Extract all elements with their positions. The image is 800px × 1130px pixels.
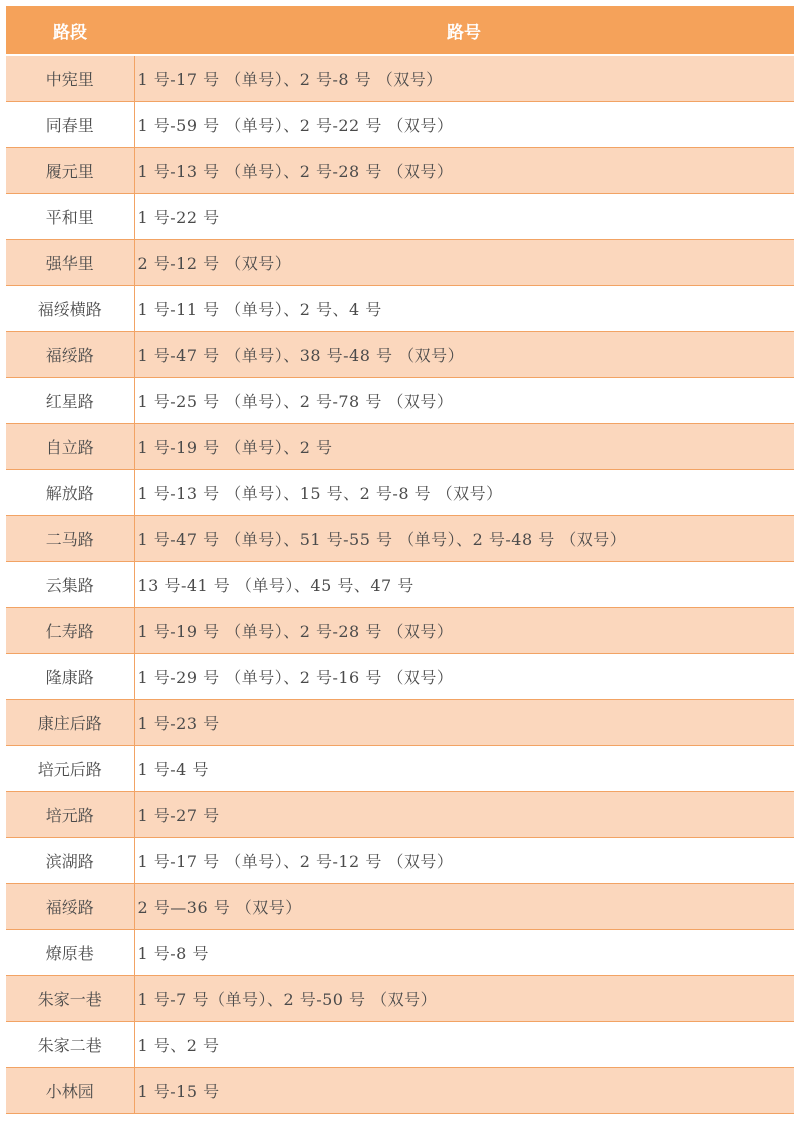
road-number-cell: 1 号-4 号 <box>134 746 794 792</box>
road-section-cell: 康庄后路 <box>6 700 134 746</box>
road-section-cell: 朱家一巷 <box>6 976 134 1022</box>
road-number-cell: 1 号-47 号 （单号）、38 号-48 号 （双号） <box>134 332 794 378</box>
table-row <box>6 55 794 102</box>
header-road-section: 路段 <box>6 6 134 55</box>
road-section-cell: 云集路 <box>6 562 134 608</box>
table-row <box>6 332 794 378</box>
road-section-cell: 培元后路 <box>6 746 134 792</box>
road-number-cell: 1 号-59 号 （单号）、2 号-22 号 （双号） <box>134 102 794 148</box>
road-number-cell: 1 号-47 号 （单号）、51 号-55 号 （单号）、2 号-48 号 （双号） <box>134 516 794 562</box>
table-row <box>6 608 794 654</box>
road-number-cell: 1 号-19 号 （单号）、2 号 <box>134 424 794 470</box>
road-section-cell: 朱家二巷 <box>6 1022 134 1068</box>
road-number-cell: 1 号、2 号 <box>134 1022 794 1068</box>
table-row <box>6 1068 794 1114</box>
table-row <box>6 700 794 746</box>
road-section-cell: 小林园 <box>6 1068 134 1114</box>
header-row <box>6 6 794 55</box>
road-number-table <box>6 6 794 1114</box>
road-section-cell: 福绥路 <box>6 884 134 930</box>
road-number-cell: 13 号-41 号 （单号）、45 号、47 号 <box>134 562 794 608</box>
road-section-cell: 燎原巷 <box>6 930 134 976</box>
road-section-cell: 中宪里 <box>6 55 134 102</box>
table-row <box>6 976 794 1022</box>
road-section-cell: 同春里 <box>6 102 134 148</box>
table-row <box>6 930 794 976</box>
road-number-cell: 1 号-7 号（单号）、2 号-50 号 （双号） <box>134 976 794 1022</box>
road-number-cell: 1 号-8 号 <box>134 930 794 976</box>
table-row <box>6 470 794 516</box>
road-section-cell: 培元路 <box>6 792 134 838</box>
road-section-cell: 仁寿路 <box>6 608 134 654</box>
table-row <box>6 194 794 240</box>
table-row <box>6 102 794 148</box>
header-road-number: 路号 <box>134 6 794 55</box>
road-number-cell: 2 号—36 号 （双号） <box>134 884 794 930</box>
road-section-cell: 强华里 <box>6 240 134 286</box>
road-section-cell: 滨湖路 <box>6 838 134 884</box>
table-body <box>6 55 794 1114</box>
road-number-cell: 1 号-29 号 （单号）、2 号-16 号 （双号） <box>134 654 794 700</box>
table-row <box>6 240 794 286</box>
road-number-cell: 1 号-11 号 （单号）、2 号、4 号 <box>134 286 794 332</box>
road-section-cell: 福绥路 <box>6 332 134 378</box>
table-row <box>6 884 794 930</box>
table-row <box>6 286 794 332</box>
table-header <box>6 6 794 55</box>
road-section-cell: 履元里 <box>6 148 134 194</box>
table-row <box>6 148 794 194</box>
table-row <box>6 516 794 562</box>
road-section-cell: 福绥横路 <box>6 286 134 332</box>
road-section-cell: 平和里 <box>6 194 134 240</box>
road-number-cell: 2 号-12 号 （双号） <box>134 240 794 286</box>
road-section-cell: 红星路 <box>6 378 134 424</box>
road-number-cell: 1 号-27 号 <box>134 792 794 838</box>
table-row <box>6 1022 794 1068</box>
road-number-cell: 1 号-19 号 （单号）、2 号-28 号 （双号） <box>134 608 794 654</box>
table-row <box>6 746 794 792</box>
table-row <box>6 424 794 470</box>
road-number-cell: 1 号-25 号 （单号）、2 号-78 号 （双号） <box>134 378 794 424</box>
road-section-cell: 二马路 <box>6 516 134 562</box>
table-row <box>6 792 794 838</box>
road-number-cell: 1 号-22 号 <box>134 194 794 240</box>
road-section-cell: 解放路 <box>6 470 134 516</box>
road-section-cell: 隆康路 <box>6 654 134 700</box>
road-number-cell: 1 号-17 号 （单号）、2 号-12 号 （双号） <box>134 838 794 884</box>
table-row <box>6 654 794 700</box>
table-row <box>6 838 794 884</box>
road-number-cell: 1 号-15 号 <box>134 1068 794 1114</box>
road-number-cell: 1 号-13 号 （单号）、15 号、2 号-8 号 （双号） <box>134 470 794 516</box>
road-number-cell: 1 号-13 号 （单号）、2 号-28 号 （双号） <box>134 148 794 194</box>
road-number-cell: 1 号-23 号 <box>134 700 794 746</box>
table-row <box>6 378 794 424</box>
table-row <box>6 562 794 608</box>
road-section-cell: 自立路 <box>6 424 134 470</box>
road-number-cell: 1 号-17 号 （单号）、2 号-8 号 （双号） <box>134 55 794 102</box>
